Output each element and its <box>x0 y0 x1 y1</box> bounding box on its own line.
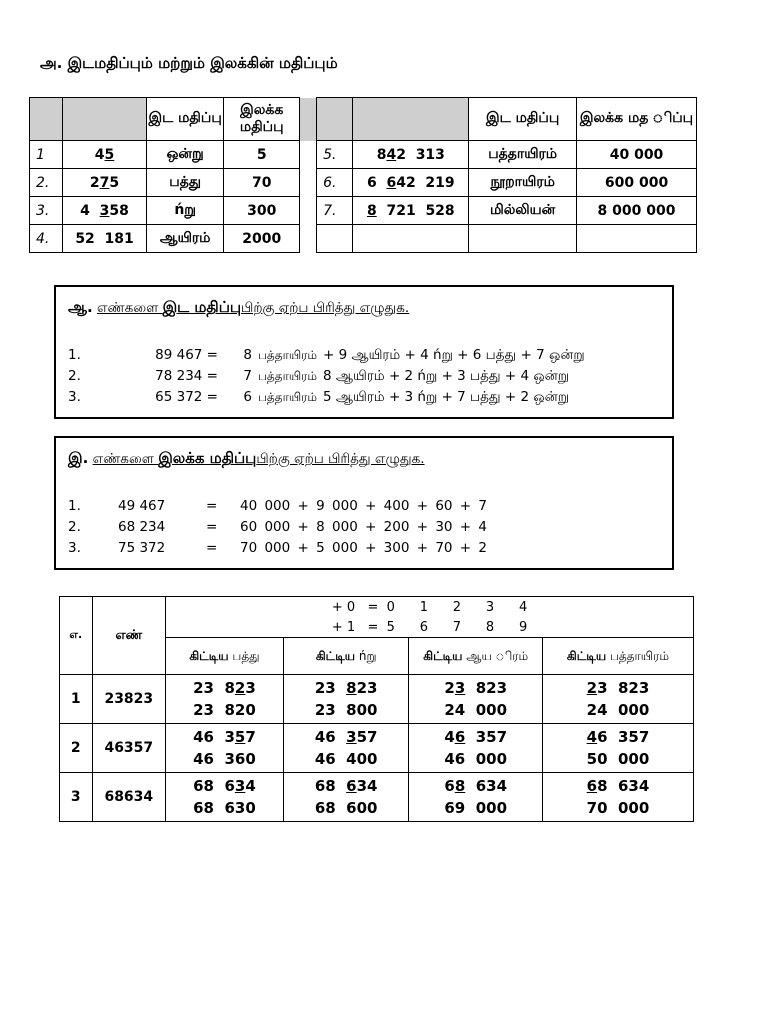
rounded-number: 68 600 <box>314 799 378 817</box>
row-index: 6. <box>317 169 353 197</box>
rounding-rule-1: + 0 = 0 1 2 3 4 <box>166 597 694 618</box>
rounded-number: 68 630 <box>193 799 256 817</box>
underlined-digit: 8 <box>346 679 357 697</box>
heading-text: எண்களை <box>92 451 159 467</box>
digit-value: 300 <box>224 197 300 225</box>
rounded-number: 70 000 <box>586 799 650 817</box>
spacer-cell <box>300 197 317 225</box>
row-number: 1 <box>60 675 93 724</box>
expansion-line <box>68 387 569 407</box>
row-index: 7. <box>317 197 353 225</box>
number-part: 2 313 <box>396 146 445 163</box>
rounding-cell <box>166 675 284 724</box>
row-value: 68634 <box>92 773 165 822</box>
number-part: 42 219 <box>396 174 455 191</box>
expansion-line <box>68 366 569 386</box>
table-header-row <box>60 597 694 618</box>
number-part: 34 <box>356 777 378 795</box>
original-number <box>166 726 283 748</box>
number-part: 8 <box>366 202 377 219</box>
header-rest: பத்தாயிரம் <box>606 648 669 663</box>
digit-value: 2000 <box>224 225 300 253</box>
underlined-digit: 8 <box>454 777 466 795</box>
first-unit: பத்தாயிரம் <box>258 348 318 362</box>
header-blank-cell <box>353 98 469 141</box>
number-part: 634 <box>465 777 508 795</box>
number-part: 7 <box>245 728 256 746</box>
underlined-digit: 2 <box>234 679 246 697</box>
heading-text: பிற்கு ஏற்ப பிரித்து எழுதுக. <box>256 451 425 467</box>
place-name: ńறு <box>146 197 224 225</box>
number-part: 2 <box>444 679 455 697</box>
place-name <box>469 225 577 253</box>
heading-bold: இட மதிப்பு <box>162 298 242 316</box>
table-row <box>30 141 697 169</box>
expansion-rest: + 9 ஆயிரம் + 4 ńறு + 6 பத்து + 7 ஒன்று <box>323 347 585 363</box>
underlined-digit: 5 <box>234 728 246 746</box>
table-row <box>30 169 697 197</box>
original-number <box>409 775 541 797</box>
header-rest: ஆய ிரம் <box>462 648 529 663</box>
row-index: 1 <box>30 141 63 169</box>
line-number: 1. <box>68 498 81 514</box>
rounding-cell <box>283 773 409 822</box>
original-number <box>409 726 541 748</box>
number-part: 8 <box>376 146 387 163</box>
header-bold: கிட்டிய <box>315 648 356 663</box>
place-name: மில்லியன் <box>469 197 577 225</box>
number-cell <box>63 169 147 197</box>
number-part: 58 <box>109 202 129 219</box>
expansion-expr: 40 000 + 9 000 + 400 + 60 + 7 <box>240 498 487 514</box>
header-bold: கிட்டிய <box>423 648 463 663</box>
table-row <box>30 225 697 253</box>
equals-sign: = <box>206 519 218 535</box>
rounding-cell <box>542 773 693 822</box>
box-heading <box>68 298 409 318</box>
original-number <box>543 726 693 748</box>
box-label: இ. <box>68 449 89 467</box>
number-part: 5 <box>104 146 115 163</box>
digit-value-expansion-box <box>54 436 674 570</box>
underlined-digit: 6 <box>346 777 357 795</box>
box-heading <box>68 449 425 469</box>
row-number: 2 <box>60 724 93 773</box>
table-header-row <box>30 98 697 141</box>
digit-value: 600 000 <box>577 169 697 197</box>
number-part: 8 634 <box>597 777 650 795</box>
underlined-digit: 3 <box>234 777 246 795</box>
rounded-number: 23 800 <box>314 701 378 719</box>
rounded-number: 24 000 <box>444 701 508 719</box>
number-part: 52 181 <box>75 230 134 247</box>
expansion-line <box>68 496 487 516</box>
line-number-value: 65 372 = <box>155 389 218 405</box>
header-rest: ńறு <box>355 648 377 663</box>
rounding-cell <box>542 675 693 724</box>
col-no-header: எ. <box>60 597 93 675</box>
number-part: 57 <box>356 728 378 746</box>
row-index: 2. <box>30 169 63 197</box>
first-unit: பத்தாயிரம் <box>258 390 318 404</box>
original-number <box>284 677 409 699</box>
original-number <box>409 677 541 699</box>
number-cell <box>353 169 469 197</box>
first-digit: 6 <box>243 389 252 405</box>
page-title: அ. இடமதிப்பும் மற்றும் இலக்கின் மதிப்பும் <box>40 54 338 72</box>
number-cell <box>63 141 147 169</box>
header-place-value: இட மதிப்பு <box>146 98 224 141</box>
row-number: 3 <box>60 773 93 822</box>
number-part: 6 <box>386 174 397 191</box>
number-cell <box>353 141 469 169</box>
first-unit: பத்தாயிரம் <box>258 369 318 383</box>
rounding-cell <box>542 724 693 773</box>
number-part: 4 <box>444 728 455 746</box>
rounded-number: 46 000 <box>444 750 508 768</box>
rounding-col-header <box>542 638 693 675</box>
spacer-cell <box>300 169 317 197</box>
number-part: 7 <box>99 174 110 191</box>
digit-value: 40 000 <box>577 141 697 169</box>
header-place-value-right: இட மதிப்பு <box>469 98 577 141</box>
row-value: 46357 <box>92 724 165 773</box>
number-part: 3 823 <box>597 679 650 697</box>
number-cell <box>63 225 147 253</box>
header-bold: கிட்டிய <box>189 648 229 663</box>
table-row <box>60 773 694 822</box>
spacer-cell <box>300 141 317 169</box>
number-cell <box>353 197 469 225</box>
row-index: 3. <box>30 197 63 225</box>
rounding-table <box>59 596 694 822</box>
digit-value: 8 000 000 <box>577 197 697 225</box>
box-label: ஆ. <box>68 298 93 316</box>
row-index <box>317 225 353 253</box>
number-part: 46 <box>314 728 347 746</box>
line-number-value: 49 467 <box>118 498 166 514</box>
number-part: 6 357 <box>597 728 650 746</box>
rounding-col-header <box>409 638 542 675</box>
rounding-cell <box>283 724 409 773</box>
header-blank-cell <box>30 98 63 141</box>
number-part: 23 <box>356 679 378 697</box>
rounding-cell <box>283 675 409 724</box>
original-number <box>166 677 283 699</box>
header-blank-cell <box>63 98 147 141</box>
number-part: 4 <box>245 777 256 795</box>
line-number: 2. <box>68 368 81 384</box>
row-value: 23823 <box>92 675 165 724</box>
number-part: 3 <box>245 679 256 697</box>
number-part: 721 528 <box>376 202 455 219</box>
number-part: 46 3 <box>193 728 235 746</box>
original-number <box>543 677 693 699</box>
place-name: பத்து <box>146 169 224 197</box>
col-number-header: எண் <box>92 597 165 675</box>
underlined-digit: 3 <box>346 728 357 746</box>
number-part: 3 <box>99 202 110 219</box>
rounded-number: 24 000 <box>586 701 650 719</box>
heading-text: எண்களை <box>96 300 163 316</box>
place-name: பத்தாயிரம் <box>469 141 577 169</box>
line-number-value: 89 467 = <box>155 347 218 363</box>
spacer-cell <box>300 225 317 253</box>
number-cell <box>63 197 147 225</box>
digit-value: 5 <box>224 141 300 169</box>
rounding-cell <box>166 773 284 822</box>
place-name: ஆயிரம் <box>146 225 224 253</box>
place-value-table <box>29 97 697 253</box>
equals-sign: = <box>206 498 218 514</box>
original-number <box>543 775 693 797</box>
first-digit: 8 <box>243 347 252 363</box>
number-part: 4 <box>94 146 105 163</box>
table-row <box>60 724 694 773</box>
line-number: 3. <box>68 389 81 405</box>
number-part: 6 <box>366 174 387 191</box>
header-digit-value: இலக்க மதிப்பு <box>224 98 300 141</box>
expansion-line <box>68 517 487 537</box>
expansion-line <box>68 345 585 365</box>
number-part: 2 <box>89 174 100 191</box>
place-name: நூறாயிரம் <box>469 169 577 197</box>
expansion-expr: 60 000 + 8 000 + 200 + 30 + 4 <box>240 519 487 535</box>
header-digit-value-right: இலக்க மத ிப்பு <box>577 98 697 141</box>
line-number: 3. <box>68 540 81 556</box>
line-number-value: 78 234 = <box>155 368 218 384</box>
number-part: 68 6 <box>193 777 235 795</box>
number-cell <box>353 225 469 253</box>
equals-sign: = <box>206 540 218 556</box>
underlined-digit: 6 <box>586 777 598 795</box>
header-bold: கிட்டிய <box>566 648 607 663</box>
line-number-value: 75 372 <box>118 540 166 556</box>
underlined-digit: 2 <box>586 679 598 697</box>
number-part: 23 8 <box>193 679 235 697</box>
heading-bold: இலக்க மதிப்பு <box>158 449 257 467</box>
rounding-cell <box>409 724 542 773</box>
first-digit: 7 <box>243 368 252 384</box>
expansion-line <box>68 538 487 558</box>
number-part: 68 <box>314 777 347 795</box>
expansion-rest: 5 ஆயிரம் + 3 ńறு + 7 பத்து + 2 ஒன்று <box>323 389 570 405</box>
header-spacer <box>300 98 317 141</box>
number-part: 823 <box>465 679 508 697</box>
rounded-number: 46 360 <box>193 750 256 768</box>
rounded-number: 23 820 <box>193 701 256 719</box>
original-number <box>284 775 409 797</box>
line-number-value: 68 234 <box>118 519 166 535</box>
number-part: 6 <box>444 777 455 795</box>
original-number <box>284 726 409 748</box>
rounded-number: 69 000 <box>444 799 508 817</box>
rounding-cell <box>409 773 542 822</box>
number-part: 5 <box>109 174 120 191</box>
rounding-cell <box>166 724 284 773</box>
header-rest: பத்து <box>228 648 260 663</box>
rounded-number: 46 400 <box>314 750 378 768</box>
rounding-col-header <box>166 638 284 675</box>
table-row <box>30 197 697 225</box>
digit-value: 70 <box>224 169 300 197</box>
row-index: 5. <box>317 141 353 169</box>
rounding-rule-2: + 1 = 5 6 7 8 9 <box>166 617 694 638</box>
place-value-expansion-box <box>54 285 674 419</box>
expansion-expr: 70 000 + 5 000 + 300 + 70 + 2 <box>240 540 487 556</box>
table-row <box>60 675 694 724</box>
rounded-number: 50 000 <box>586 750 650 768</box>
line-number: 2. <box>68 519 81 535</box>
underlined-digit: 3 <box>454 679 466 697</box>
place-name: ஒன்று <box>146 141 224 169</box>
number-part: 357 <box>465 728 508 746</box>
digit-value <box>577 225 697 253</box>
number-part: 23 <box>314 679 347 697</box>
original-number <box>166 775 283 797</box>
header-blank-cell <box>317 98 353 141</box>
underlined-digit: 6 <box>454 728 466 746</box>
number-part: 4 <box>386 146 397 163</box>
underlined-digit: 4 <box>586 728 598 746</box>
row-index: 4. <box>30 225 63 253</box>
number-part: 4 <box>80 202 100 219</box>
line-number: 1. <box>68 347 81 363</box>
expansion-rest: 8 ஆயிரம் + 2 ńறு + 3 பத்து + 4 ஒன்று <box>323 368 570 384</box>
rounding-col-header <box>283 638 409 675</box>
rounding-cell <box>409 675 542 724</box>
heading-text: பிற்கு ஏற்ப பிரித்து எழுதுக. <box>241 300 410 316</box>
